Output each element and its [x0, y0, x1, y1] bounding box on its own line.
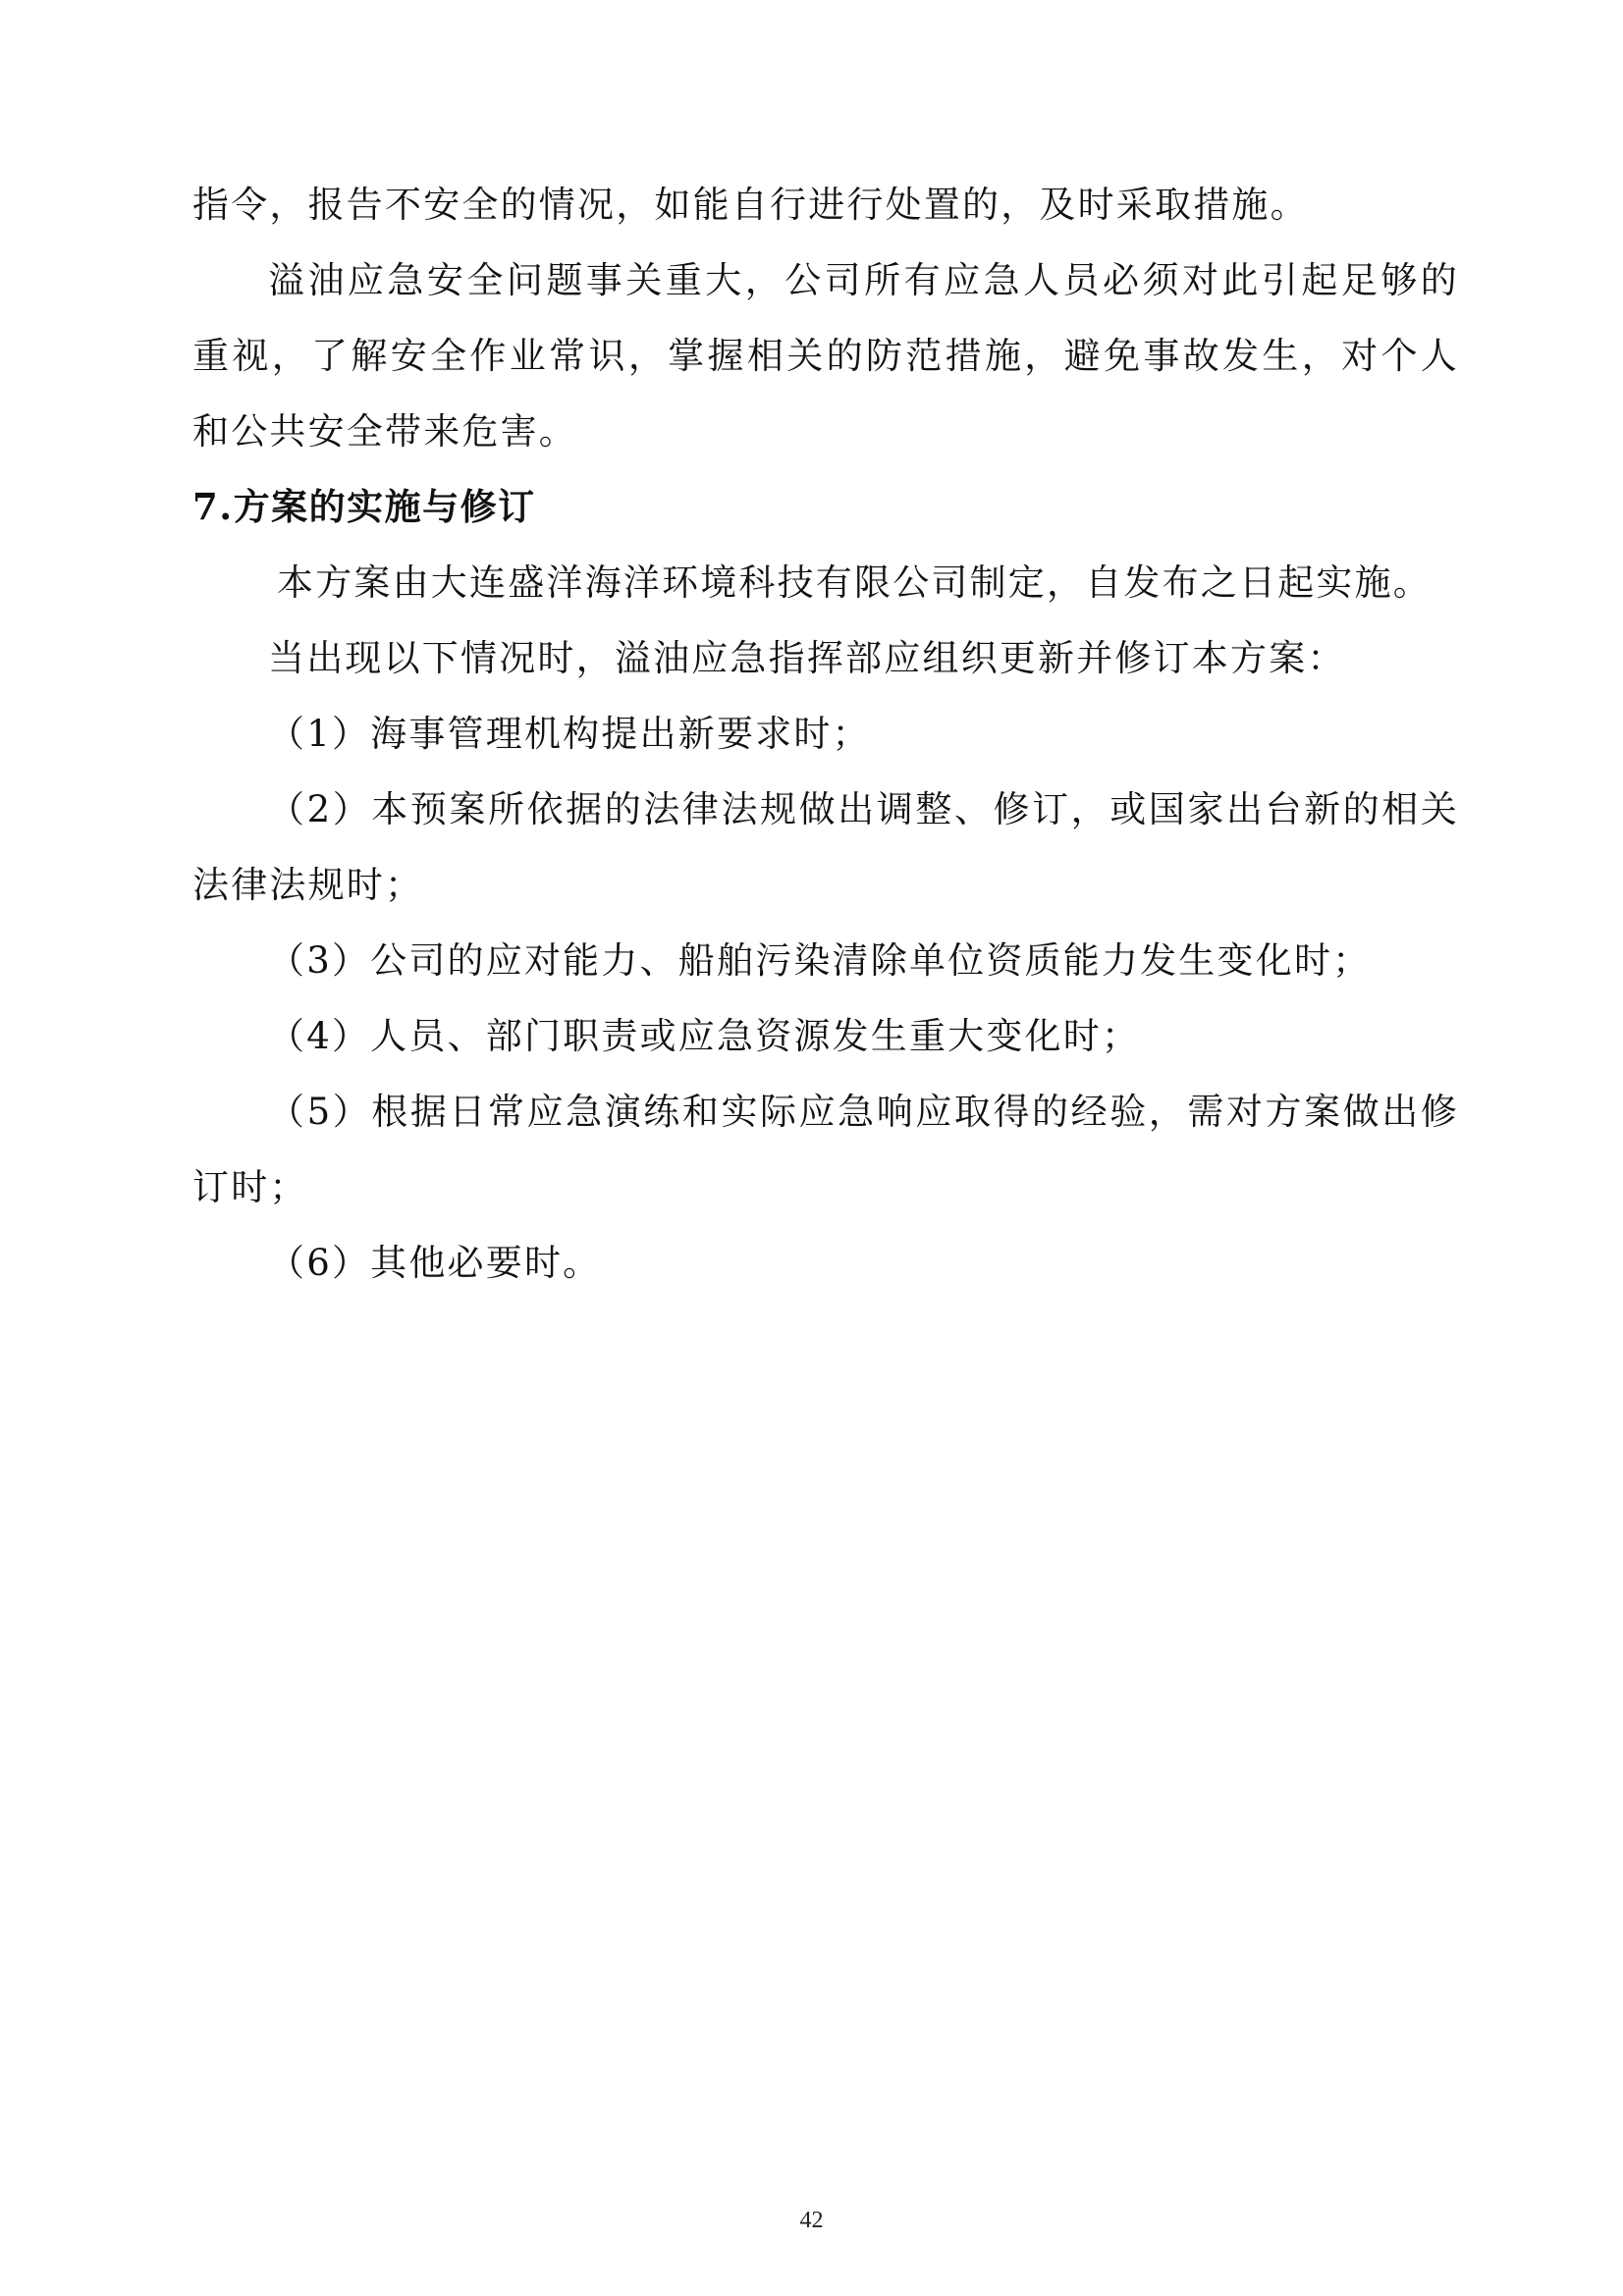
paragraph-safety: 溢油应急安全问题事关重大，公司所有应急人员必须对此引起足够的重视，了解安全作业常识，掌握相关的防范措施，避免事故发生，对个人和公共安全带来危害。 [192, 259, 1459, 453]
paragraph-implementation: 本方案由大连盛洋海洋环境科技有限公司制定，自发布之日起实施。 [277, 561, 1432, 604]
list-item-1: （1）海事管理机构提出新要求时； [268, 713, 871, 755]
list-item-3: （3）公司的应对能力、船舶污染清除单位资质能力发生变化时； [268, 939, 1372, 982]
list-item-5: （5）根据日常应急演练和实际应急响应取得的经验，需对方案做出修订时； [192, 1091, 1459, 1208]
list-item-6: （6）其他必要时。 [268, 1242, 602, 1284]
paragraph-continued: 指令，报告不安全的情况，如能自行进行处置的，及时采取措施。 [192, 184, 1309, 226]
list-item-4: （4）人员、部门职责或应急资源发生重大变化时； [268, 1015, 1141, 1057]
section-heading: 7.方案的实施与修订 [192, 485, 536, 528]
page-number: 42 [799, 2208, 824, 2233]
list-item-2: （2）本预案所依据的法律法规做出调整、修订，或国家出台新的相关法律法规时； [192, 788, 1459, 906]
paragraph-revision-intro: 当出现以下情况时，溢油应急指挥部应组织更新并修订本方案： [268, 637, 1346, 679]
page-body [192, 167, 1459, 1301]
